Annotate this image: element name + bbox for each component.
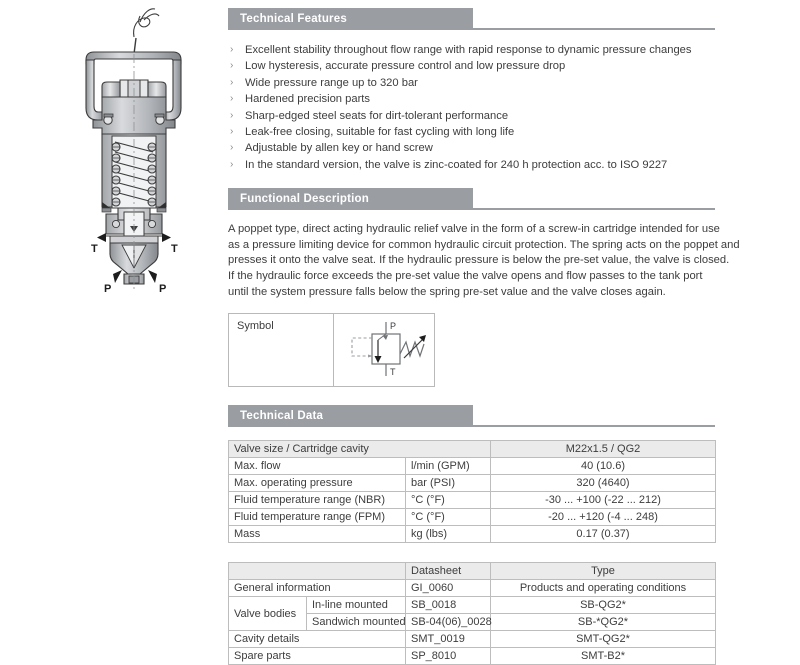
pilot-line [352,338,372,356]
section-header-functional-description [228,188,715,210]
cell-label: Max. flow [229,458,406,475]
port-arrow-p-left [113,270,122,283]
section-header-technical-data [228,405,715,427]
chevron-right-icon: › [230,126,234,138]
section-header-rule [473,208,715,210]
cell-type: Products and operating conditions [491,580,716,597]
drawing-label-p-right: P [159,283,167,295]
chevron-right-icon: › [230,44,234,55]
drawing-label-p-left: P [104,283,112,295]
technical-data-table [228,440,716,543]
port-arrow-t-right [162,233,171,242]
table-header-row [229,563,716,580]
cell-type: SB-QG2* [491,597,716,614]
chevron-right-icon: › [230,158,234,170]
feature-text: Excellent stability throughout flow range with rapid response to dynamic pressure changes [245,44,692,56]
cell-type: SB-*QG2* [491,614,716,631]
cell-value: M22x1.5 / QG2 [491,441,716,458]
table-row [229,597,716,614]
cell-label: Fluid temperature range (FPM) [229,509,406,526]
cell-sublabel: In-line mounted [307,597,406,614]
table-row [229,492,716,509]
section-header-rule [473,28,715,30]
functional-description-text [228,222,740,300]
feature-text: Leak-free closing, suitable for fast cycling with long life [245,126,515,139]
section-title: Technical Features [240,13,347,25]
content-column [228,8,740,665]
cell-value: 40 (10.6) [491,458,716,475]
column-header-datasheet: Datasheet [406,563,491,580]
cell-value: 0.17 (0.37) [491,526,716,543]
seal-wire-icon [134,9,159,54]
cell-value: 320 (4640) [491,475,716,492]
cell-label: Mass [229,526,406,543]
cell-sublabel: Sandwich mounted [307,614,406,631]
cell-label: Valve size / Cartridge cavity [229,441,491,458]
chevron-right-icon: › [230,109,234,121]
cell-value: -30 ... +100 (-22 ... 212) [491,492,716,509]
list-item [228,75,715,91]
cell-unit: kg (lbs) [406,526,491,543]
list-item [228,157,715,173]
cell-datasheet: SMT_0019 [406,631,491,648]
table-row [229,526,716,543]
cell-type: SMT-B2* [491,648,716,665]
description-line: presses it onto the valve seat. If the hydraulic pressure is below the pre-set value, the valve is closed. [228,254,730,267]
list-item [228,91,715,107]
symbol-graphic [334,314,434,386]
table-row [229,509,716,526]
table-row [229,458,716,475]
cell-label: Max. operating pressure [229,475,406,492]
cell-label: Spare parts [229,648,406,665]
cell-label-valve-bodies: Valve bodies [229,597,307,631]
feature-text: In the standard version, the valve is zinc-coated for 240 h protection acc. to ISO 9227 [245,158,668,171]
symbol-label: Symbol [229,314,334,386]
cell-label: Fluid temperature range (NBR) [229,492,406,509]
table-row [229,580,716,597]
list-item [228,42,715,58]
drawing-label-t-left: T [91,243,98,255]
table-row [229,631,716,648]
cell-label: General information [229,580,406,597]
chevron-right-icon: › [230,76,234,88]
section-title: Functional Description [240,193,369,206]
symbol-box [228,313,435,387]
column-header-type: Type [491,563,716,580]
list-item [228,124,715,140]
table-row [229,648,716,665]
drawing-label-t-right: T [171,243,178,255]
feature-text: Adjustable by allen key or hand screw [245,142,433,155]
chevron-right-icon: › [230,60,234,72]
cell-datasheet: SB-04(06)_0028 [406,614,491,631]
section-header-technical-features [228,8,715,30]
spring-symbol [400,342,424,356]
port-arrow-t-left [97,233,106,242]
cell-unit: l/min (GPM) [406,458,491,475]
cell-blank [229,563,406,580]
port-arrow-p-right [148,270,157,283]
cell-type: SMT-QG2* [491,631,716,648]
technical-features-list [228,42,715,173]
adjust-arrow [404,338,424,358]
symbol-port-t-label: T [390,367,396,378]
table-row [229,475,716,492]
description-line: If the hydraulic force exceeds the pre-set value the valve opens and flow passes to the tank port [228,270,703,283]
chevron-right-icon: › [230,93,234,105]
feature-text: Hardened precision parts [245,93,370,106]
chevron-right-icon: › [230,142,234,154]
cell-label: Cavity details [229,631,406,648]
valve-cross-section-drawing [60,2,225,295]
cell-value: -20 ... +120 (-4 ... 248) [491,509,716,526]
list-item [228,108,715,124]
cell-datasheet: SP_8010 [406,648,491,665]
cell-datasheet: SB_0018 [406,597,491,614]
cell-unit: °C (°F) [406,509,491,526]
table-row [229,441,716,458]
description-line: A poppet type, direct acting hydraulic relief valve in the form of a screw-in cartridge intended for use [228,223,720,236]
feature-text: Wide pressure range up to 320 bar [245,76,418,89]
feature-text: Low hysteresis, accurate pressure control and low pressure drop [245,60,566,73]
description-line: as a pressure limiting device for common hydraulic circuit protection. The spring acts on the poppet and [228,238,740,251]
list-item [228,58,715,74]
feature-text: Sharp-edged steel seats for dirt-tolerant performance [245,109,509,122]
cell-unit: bar (PSI) [406,475,491,492]
description-line: until the system pressure falls below the spring pre-set value and the valve closes again. [228,285,666,298]
cell-datasheet: GI_0060 [406,580,491,597]
section-header-rule [473,425,715,427]
cell-unit: °C (°F) [406,492,491,509]
list-item [228,140,715,156]
flow-arrow-icon [375,356,382,363]
symbol-port-p-label: P [390,321,397,332]
datasheet-reference-table [228,562,716,665]
section-title: Technical Data [240,410,324,423]
